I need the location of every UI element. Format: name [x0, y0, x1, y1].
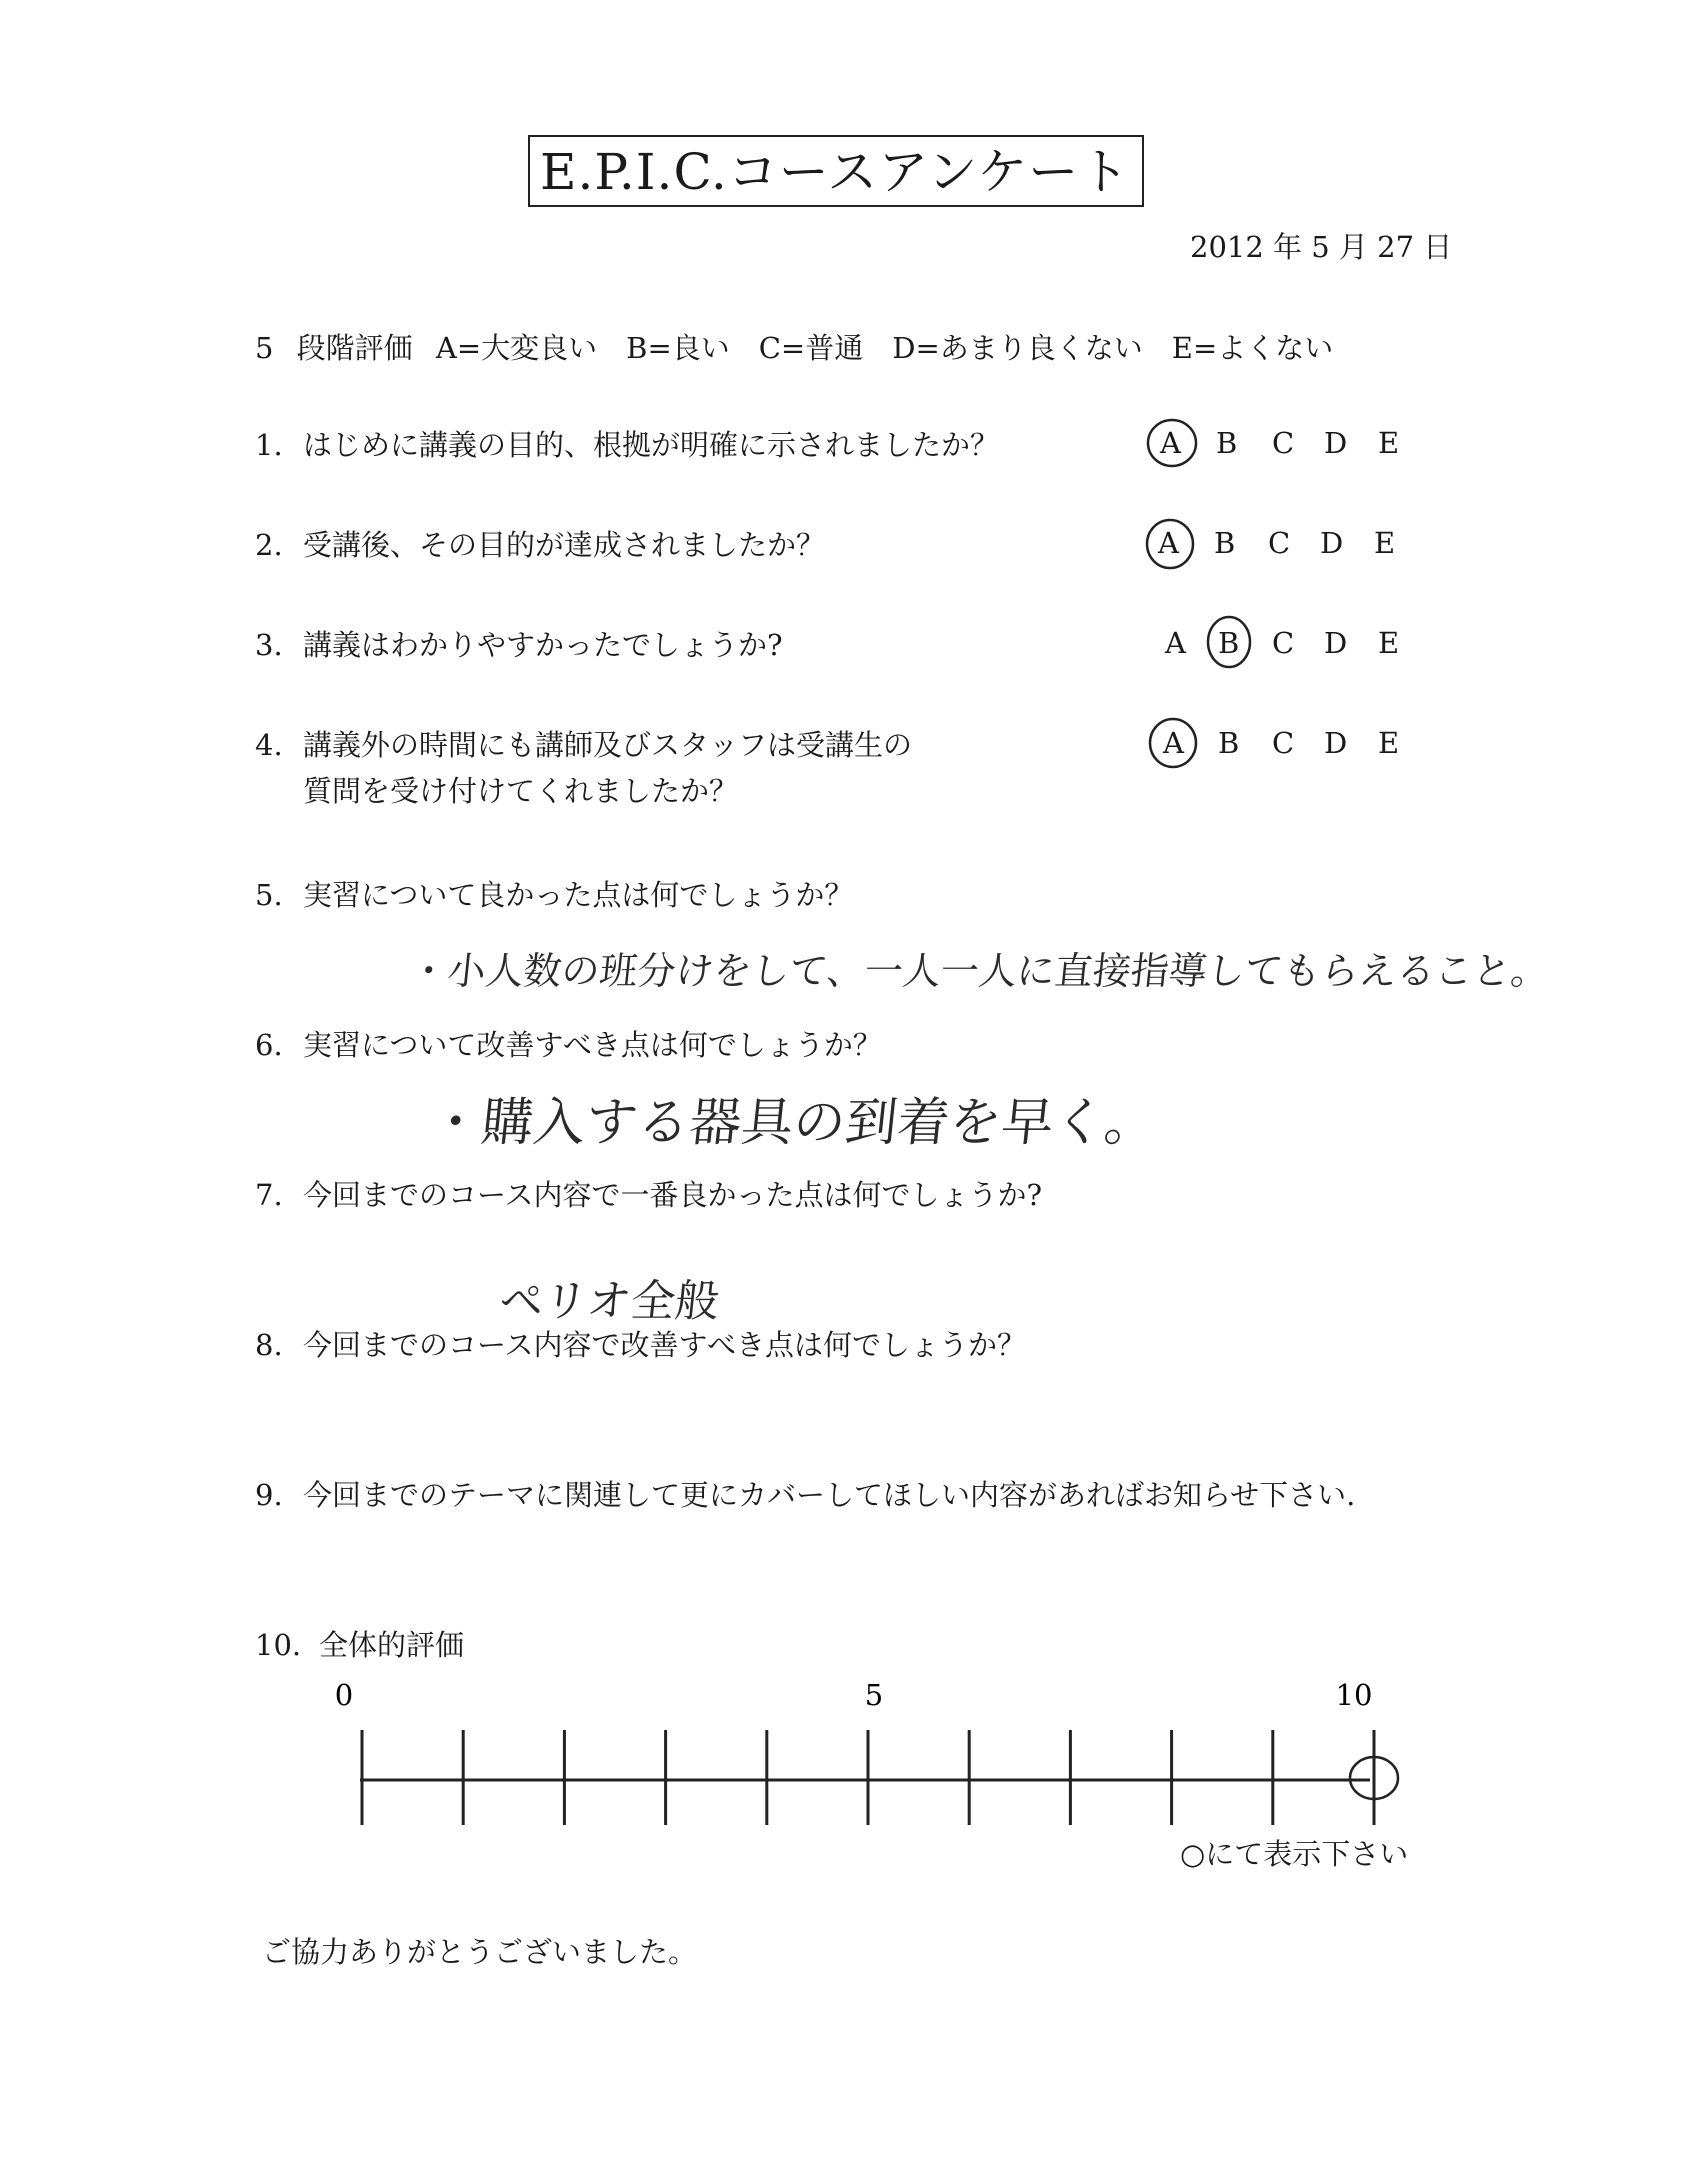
survey-date: 2012 年 5 月 27 日 — [1190, 230, 1453, 264]
choice-a[interactable]: A — [1160, 426, 1181, 460]
question-text: 今回までのコース内容で一番良かった点は何でしょうか? — [303, 1178, 1043, 1212]
closing-message: ご協力ありがとうございました。 — [262, 1935, 698, 1969]
question-number: 9. — [255, 1478, 283, 1512]
question-text-line2: 質問を受け付けてくれましたか？ — [303, 774, 739, 808]
question-number: 4. — [255, 728, 283, 762]
choice-c[interactable]: C — [1268, 526, 1291, 560]
question-5 — [255, 872, 853, 918]
choice-e[interactable]: E — [1374, 526, 1396, 560]
question-9 — [255, 1472, 1355, 1518]
choice-d[interactable]: D — [1324, 726, 1348, 760]
scale-instruction: ○にて表示下さい — [1180, 1837, 1409, 1871]
question-number: 10. — [255, 1628, 302, 1662]
choice-a[interactable]: A — [1165, 626, 1186, 660]
scale-label-0: 0 — [334, 1678, 354, 1712]
choice-d[interactable]: D — [1324, 626, 1348, 660]
question-number: 8. — [255, 1328, 283, 1362]
selected-circle-q4 — [1150, 719, 1196, 767]
scale-label-5: 5 — [864, 1678, 884, 1712]
question-text: 今回までのコース内容で改善すべき点は何でしょうか？ — [303, 1328, 1026, 1362]
question-text: 今回までのテーマに関連して更にカバーしてほしい内容があればお知らせ下さい. — [303, 1478, 1356, 1512]
choice-a[interactable]: A — [1158, 526, 1179, 560]
handwritten-answer-q7: ペリオ全般 — [496, 1276, 722, 1327]
question-text: 講義はわかりやすかったでしょうか? — [303, 628, 783, 662]
question-number: 2. — [255, 528, 283, 562]
question-text: 全体的評価 — [319, 1628, 465, 1662]
question-8 — [255, 1322, 1026, 1368]
choice-c[interactable]: C — [1272, 426, 1295, 460]
choice-c[interactable]: C — [1272, 626, 1295, 660]
choice-a[interactable]: A — [1163, 726, 1184, 760]
choice-e[interactable]: E — [1378, 426, 1400, 460]
survey-title: E.P.I.C.コースアンケート — [528, 135, 1144, 207]
question-number: 6. — [255, 1028, 283, 1062]
question-text: 実習について良かった点は何でしょうか？ — [303, 878, 854, 912]
question-number: 7. — [255, 1178, 283, 1212]
scale-label-10: 10 — [1335, 1678, 1373, 1712]
choice-e[interactable]: E — [1378, 726, 1400, 760]
question-text: 実習について改善すべき点は何でしょうか？ — [303, 1028, 882, 1062]
question-6 — [255, 1022, 882, 1068]
overall-rating-scale[interactable] — [330, 1675, 1400, 1825]
rating-legend: 5 段階評価 A=大変良い B=良い C=普通 D=あまり良くない E=よくない — [255, 331, 1334, 365]
choice-d[interactable]: D — [1320, 526, 1344, 560]
choice-d[interactable]: D — [1324, 426, 1348, 460]
choice-b[interactable]: B — [1218, 626, 1240, 660]
selected-circle-q1 — [1148, 420, 1196, 466]
handwritten-answer-q6: ・購入する器具の到着を早く。 — [426, 1093, 1160, 1153]
choice-b[interactable]: B — [1218, 726, 1240, 760]
choice-b[interactable]: B — [1214, 526, 1236, 560]
question-number: 1. — [255, 428, 283, 462]
scale-ticks — [362, 1730, 1374, 1825]
question-text: はじめに講義の目的、根拠が明確に示されましたか？ — [303, 428, 1000, 462]
question-10 — [255, 1622, 464, 1668]
question-number: 5. — [255, 878, 283, 912]
question-7 — [255, 1172, 1042, 1218]
choice-c[interactable]: C — [1272, 726, 1295, 760]
handwritten-answer-q5: ・小人数の班分けをして、一人一人に直接指導してもらえること。 — [407, 949, 1552, 993]
selected-circle-q2 — [1147, 520, 1193, 568]
selected-circle-q3 — [1208, 617, 1250, 667]
question-text: 講義外の時間にも講師及びスタッフは受講生の — [303, 728, 913, 762]
choice-b[interactable]: B — [1216, 426, 1238, 460]
question-number: 3. — [255, 628, 283, 662]
choice-e[interactable]: E — [1378, 626, 1400, 660]
question-text: 受講後、その目的が達成されましたか？ — [303, 528, 826, 562]
